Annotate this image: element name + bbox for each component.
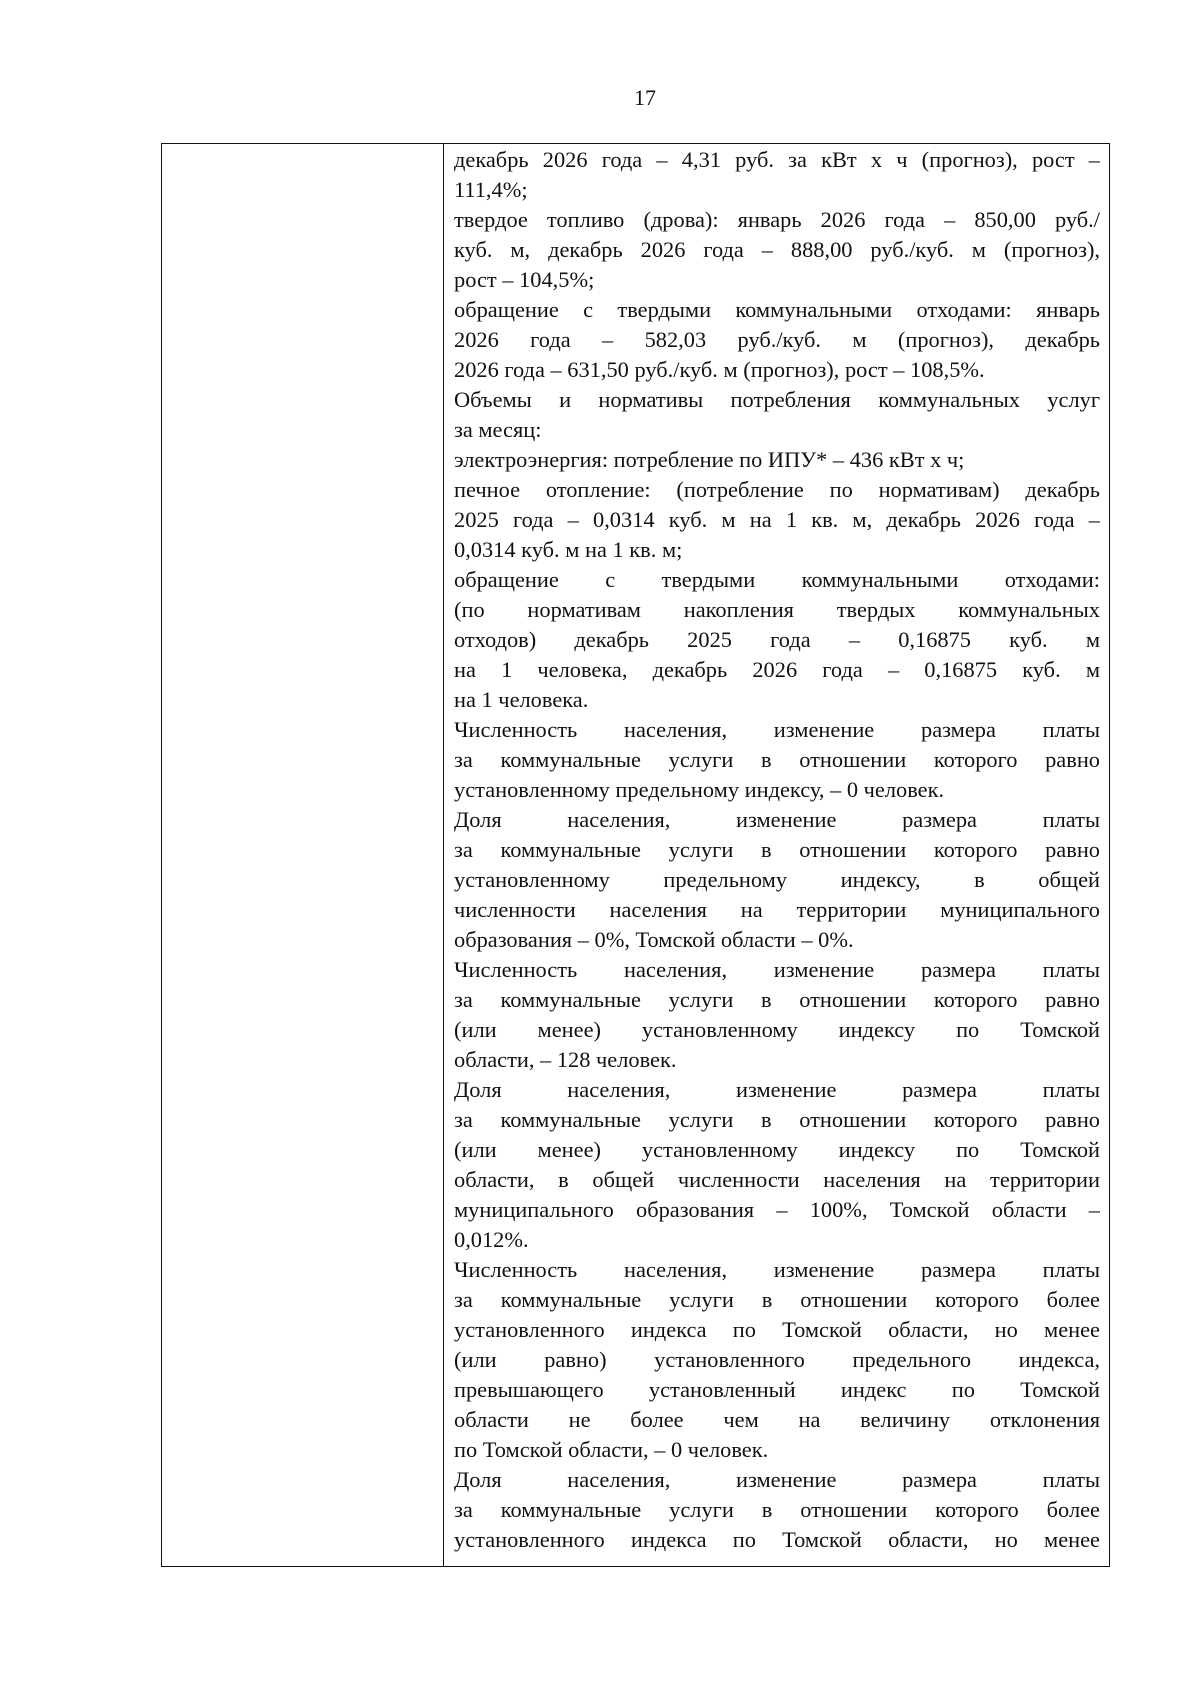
text-line: превышающего установленный индекс по Томской [454,1377,1100,1402]
text-line: твердое топливо (дрова): январь 2026 года – 850,00 руб./ [454,207,1100,232]
text-line: отходов) декабрь 2025 года – 0,16875 куб. м [454,627,1100,652]
text-line: за коммунальные услуги в отношении которого равно [454,747,1100,772]
document-table [161,143,1110,1567]
text-line: электроэнергия: потребление по ИПУ* – 436 кВт х ч; [454,447,965,472]
text-line: 0,012%. [454,1227,529,1252]
text-line: за коммунальные услуги в отношении которого равно [454,1107,1100,1132]
text-line: (по нормативам накопления твердых коммунальных [454,597,1100,622]
text-line: Доля населения, изменение размера платы [454,1467,1100,1492]
text-line: Доля населения, изменение размера платы [454,1077,1100,1102]
text-line: Объемы и нормативы потребления коммунальных услуг [454,387,1100,412]
text-line: Численность населения, изменение размера платы [454,717,1100,742]
text-line: Доля населения, изменение размера платы [454,807,1100,832]
text-line: 111,4%; [454,177,528,202]
text-line: области, – 128 человек. [454,1047,677,1072]
text-line: 0,0314 куб. м на 1 кв. м; [454,537,683,562]
text-line: установленному предельному индексу, в общей [454,867,1100,892]
text-line: обращение с твердыми коммунальными отходами: январь [454,297,1100,322]
text-line: области, в общей численности населения на территории [454,1167,1100,1192]
text-line: муниципального образования – 100%, Томской области – [454,1197,1100,1222]
text-line: области не более чем на величину отклонения [454,1407,1100,1432]
text-line: (или равно) установленного предельного индекса, [454,1347,1100,1372]
text-line: по Томской области, – 0 человек. [454,1437,769,1462]
page-number: 17 [634,85,656,110]
text-line: за коммунальные услуги в отношении которого равно [454,837,1100,862]
text-line: (или менее) установленному индексу по Томской [454,1017,1100,1042]
text-line: за месяц: [454,417,542,442]
text-line: 2025 года – 0,0314 куб. м на 1 кв. м, декабрь 2026 года – [454,507,1100,532]
text-line: установленному предельному индексу, – 0 человек. [454,777,945,802]
table-cell-left [162,144,444,1566]
text-line: установленного индекса по Томской области, но менее [454,1317,1100,1342]
text-line: на 1 человека, декабрь 2026 года – 0,16875 куб. м [454,657,1100,682]
text-line: установленного индекса по Томской области, но менее [454,1527,1100,1552]
text-line: 2026 года – 631,50 руб./куб. м (прогноз), рост – 108,5%. [454,357,985,382]
text-line: декабрь 2026 года – 4,31 руб. за кВт х ч (прогноз), рост – [454,147,1100,172]
text-line: рост – 104,5%; [454,267,595,292]
text-line: численности населения на территории муниципального [454,897,1100,922]
text-line: за коммунальные услуги в отношении которого равно [454,987,1100,1012]
text-line: куб. м, декабрь 2026 года – 888,00 руб./куб. м (прогноз), [454,237,1100,262]
text-line: Численность населения, изменение размера платы [454,957,1100,982]
text-line: печное отопление: (потребление по нормативам) декабрь [454,477,1100,502]
text-line: за коммунальные услуги в отношении которого более [454,1497,1100,1522]
table-cell-right [454,145,1100,1567]
text-line: за коммунальные услуги в отношении которого более [454,1287,1100,1312]
text-line: 2026 года – 582,03 руб./куб. м (прогноз), декабрь [454,327,1100,352]
text-line: Численность населения, изменение размера платы [454,1257,1100,1282]
text-line: обращение с твердыми коммунальными отходами: [454,567,1100,592]
text-line: образования – 0%, Томской области – 0%. [454,927,854,952]
text-line: на 1 человека. [454,687,589,712]
text-line: (или менее) установленному индексу по Томской [454,1137,1100,1162]
